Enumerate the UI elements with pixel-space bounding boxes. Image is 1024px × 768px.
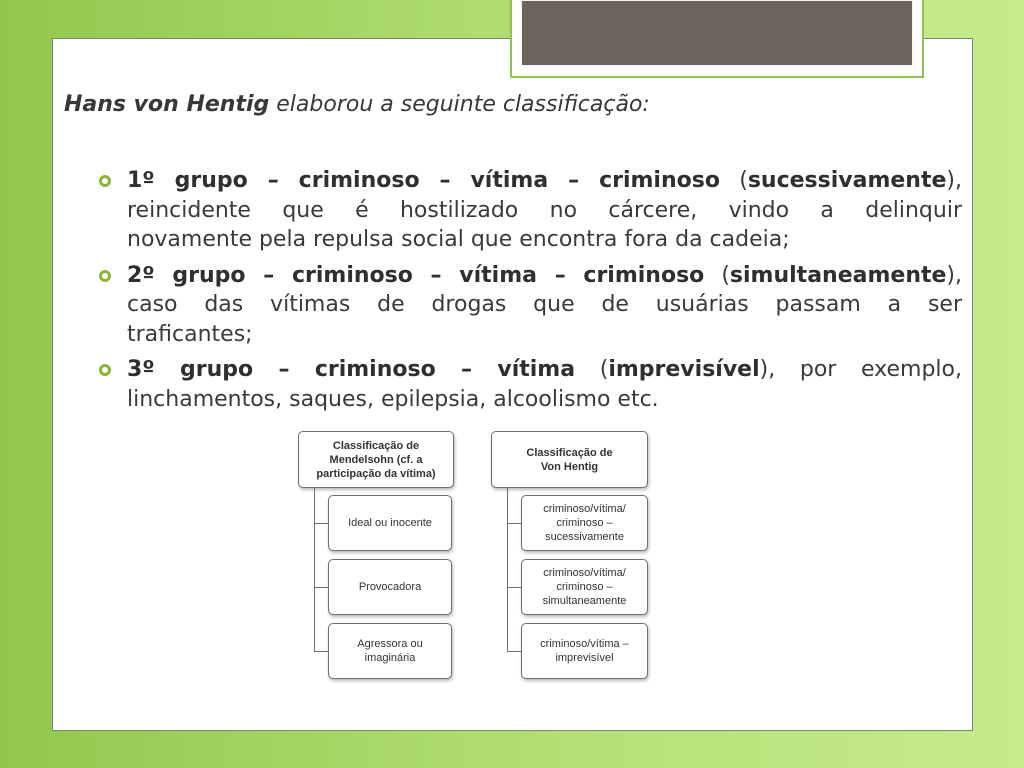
text-segment: ),	[946, 168, 962, 193]
mendelsohn-item-box	[328, 559, 452, 615]
connector-line	[314, 488, 315, 652]
box-text-line: criminoso/vítima –	[540, 638, 629, 650]
mendelsohn-item-box	[328, 623, 452, 679]
text-segment: (	[719, 168, 748, 193]
text-segment: ), por exemplo,	[759, 357, 962, 382]
connector-line	[314, 587, 328, 588]
text-segment: (	[575, 357, 609, 382]
bold-text: imprevisível	[608, 357, 760, 382]
von-hentig-item-box	[521, 559, 648, 615]
bullet-list	[127, 166, 962, 420]
bullet-line	[127, 225, 962, 255]
box-text-line: imprevisível	[555, 652, 614, 664]
text-segment: caso das vítimas de drogas que de usuárias passam a ser	[127, 292, 962, 317]
box-text-line: Classificação de	[332, 439, 420, 452]
mendelsohn-item-box	[328, 495, 452, 551]
box-text-line: criminoso –	[556, 517, 613, 529]
bullet-ring-icon	[99, 175, 111, 187]
bullet-line	[127, 385, 962, 415]
bullet-item	[127, 261, 962, 350]
box-text-line: simultaneamente	[542, 595, 627, 607]
box-text-line: criminoso –	[556, 581, 613, 593]
bold-text: 1º grupo – criminoso – vítima – criminoso	[127, 168, 720, 193]
text-segment: ),	[946, 262, 962, 288]
text-segment: novamente pela repulsa social que encontra fora da cadeia;	[127, 227, 790, 252]
bullet-item	[127, 355, 962, 414]
intro-text	[64, 90, 650, 120]
bullet-line	[127, 261, 962, 291]
box-text-line: participação da vítima)	[316, 467, 436, 480]
box-text-line: imaginária	[364, 652, 416, 664]
box-text-line: Classificação de	[526, 446, 613, 459]
box-text-line: sucessivamente	[545, 531, 624, 543]
bullet-line	[127, 196, 962, 226]
connector-line	[507, 651, 521, 652]
bold-text: 2º grupo – criminoso – vítima – criminoso	[127, 262, 705, 288]
von-hentig-item-box	[521, 495, 648, 551]
bullet-line	[127, 355, 962, 385]
bullet-line	[127, 166, 962, 196]
bullet-ring-icon	[99, 270, 111, 282]
text-segment: linchamentos, saques, epilepsia, alcoolismo etc.	[127, 386, 659, 412]
box-text-line: Ideal ou inocente	[348, 517, 432, 529]
bullet-item	[127, 166, 962, 255]
bold-text: sucessivamente	[747, 168, 947, 193]
intro-author: Hans von Hentig	[64, 92, 270, 117]
connector-line	[507, 488, 508, 652]
box-text-line: criminoso/vítima/	[543, 567, 626, 579]
box-text-line: Provocadora	[358, 581, 422, 593]
bullet-line	[127, 320, 962, 350]
connector-line	[314, 523, 328, 524]
text-segment: (	[704, 262, 730, 288]
bullet-ring-icon	[99, 364, 111, 376]
text-segment: reincidente que é hostilizado no cárcere, vindo a delinquir	[127, 197, 962, 223]
connector-line	[507, 523, 521, 524]
box-text-line: Von Hentig	[540, 460, 599, 473]
box-text-line: Mendelsohn (cf. a	[329, 453, 423, 466]
connector-line	[314, 651, 328, 652]
box-text-line: criminoso/vítima/	[543, 503, 626, 515]
box-text-line: Agressora ou	[357, 638, 423, 650]
von-hentig-item-box	[521, 623, 648, 679]
connector-line	[507, 587, 521, 588]
bold-text: 3º grupo – criminoso – vítima	[127, 357, 576, 382]
title-placeholder-frame	[510, 0, 924, 78]
text-segment: traficantes;	[127, 321, 253, 347]
von-hentig-header-box	[491, 431, 648, 488]
bullet-line	[127, 290, 962, 320]
intro-sentence: elaborou a seguinte classificação:	[276, 92, 650, 117]
title-placeholder-bar	[521, 0, 913, 66]
mendelsohn-header-box	[298, 431, 454, 488]
bold-text: simultaneamente	[729, 262, 947, 288]
